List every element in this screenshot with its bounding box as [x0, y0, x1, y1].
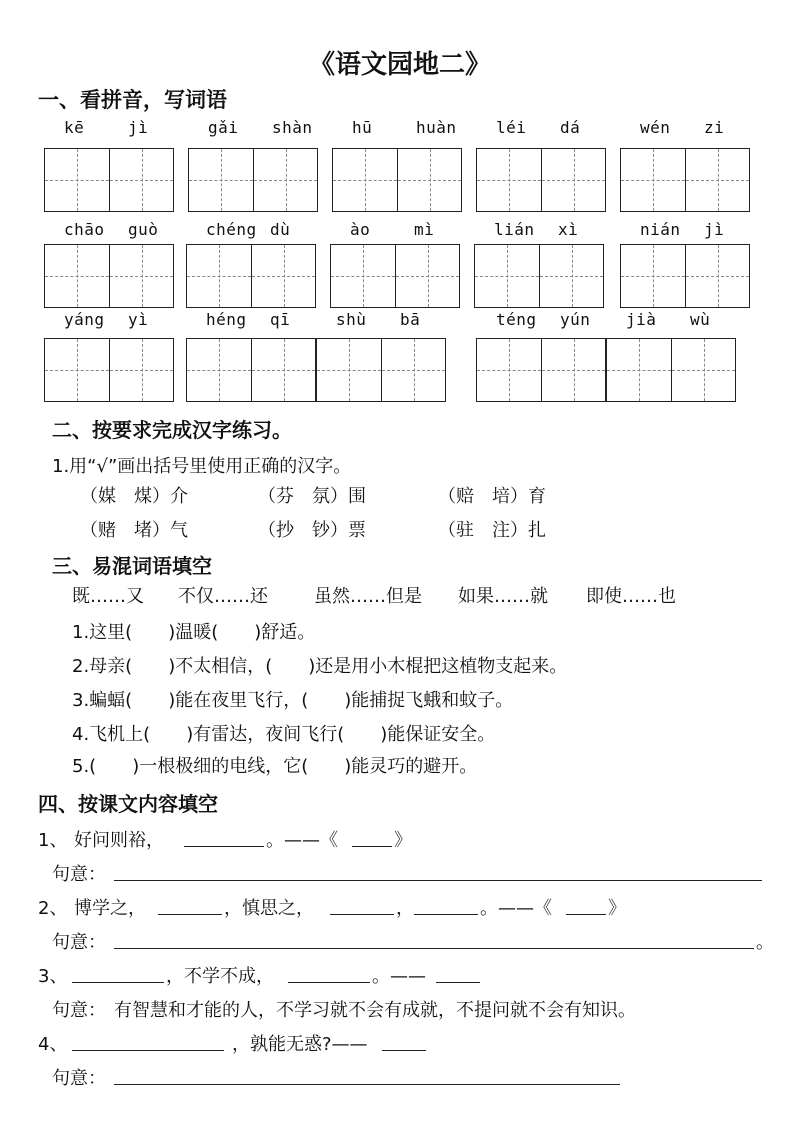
q3-text: ，不学不成，: [166, 966, 274, 987]
q2-line-end: 。: [756, 932, 774, 953]
section2-instruction: 1.用“√”画出括号里使用正确的汉字。: [52, 456, 352, 477]
tianzige-cell[interactable]: [381, 339, 445, 401]
tianzige-box-pair[interactable]: [44, 148, 174, 212]
q4-blank[interactable]: [72, 1050, 224, 1051]
q3-number: 3、: [38, 966, 68, 987]
page-title: 《语文园地二》: [308, 50, 491, 80]
tianzige-cell[interactable]: [189, 149, 253, 211]
q2-blank[interactable]: [414, 914, 478, 915]
tianzige-cell[interactable]: [187, 339, 251, 401]
q3-meaning: 有智慧和才能的人，不学习就不会有成就，不提问就不会有知识。: [114, 1000, 636, 1021]
word-option: 不仅……还: [178, 586, 268, 607]
pinyin-label: guò: [128, 220, 159, 239]
choice-item[interactable]: （赔 培）育: [438, 486, 546, 507]
tianzige-cell[interactable]: [477, 339, 541, 401]
meaning-label: 句意：: [52, 932, 106, 953]
tianzige-box-pair[interactable]: [476, 338, 606, 402]
choice-item[interactable]: （芬 氛）围: [258, 486, 366, 507]
pinyin-label: yáng: [64, 310, 105, 329]
tianzige-box-pair[interactable]: [476, 148, 606, 212]
tianzige-cell[interactable]: [475, 245, 539, 307]
tianzige-box-pair[interactable]: [316, 338, 446, 402]
pinyin-label: yì: [128, 310, 149, 329]
pinyin-label: héng: [206, 310, 247, 329]
tianzige-box-pair[interactable]: [186, 244, 316, 308]
q1-meaning-line[interactable]: [114, 880, 762, 881]
tianzige-cell[interactable]: [317, 339, 381, 401]
q2-text: ，: [396, 898, 414, 919]
pinyin-label: shàn: [272, 118, 313, 137]
q1-source-suffix: 》: [394, 830, 412, 851]
pinyin-label: shù: [336, 310, 367, 329]
section2-heading: 二、按要求完成汉字练习。: [52, 418, 292, 442]
q1-number: 1、: [38, 830, 68, 851]
q4-text: ，孰能无惑?——: [232, 1034, 368, 1055]
q2-blank[interactable]: [330, 914, 394, 915]
q2-source-suffix: 》: [608, 898, 626, 919]
pinyin-label: dù: [270, 220, 291, 239]
tianzige-cell[interactable]: [541, 149, 605, 211]
tianzige-cell[interactable]: [251, 245, 315, 307]
tianzige-cell[interactable]: [45, 149, 109, 211]
choice-item[interactable]: （媒 煤）介: [80, 486, 188, 507]
q4-meaning-line[interactable]: [114, 1084, 620, 1085]
tianzige-cell[interactable]: [621, 149, 685, 211]
section3-heading: 三、易混词语填空: [52, 554, 212, 578]
fill-item[interactable]: 4.飞机上( )有雷达，夜间飞行( )能保证安全。: [72, 724, 496, 745]
tianzige-cell[interactable]: [607, 339, 671, 401]
choice-item[interactable]: （赌 堵）气: [80, 520, 188, 541]
tianzige-cell[interactable]: [671, 339, 735, 401]
pinyin-label: nián: [640, 220, 681, 239]
tianzige-box-pair[interactable]: [330, 244, 460, 308]
pinyin-label: xì: [558, 220, 579, 239]
tianzige-cell[interactable]: [109, 245, 173, 307]
q3-blank[interactable]: [288, 982, 370, 983]
pinyin-label: chāo: [64, 220, 105, 239]
pinyin-label: jì: [704, 220, 725, 239]
tianzige-box-pair[interactable]: [606, 338, 736, 402]
section1-heading: 一、看拼音，写词语: [38, 88, 227, 112]
pinyin-label: ào: [350, 220, 371, 239]
tianzige-box-pair[interactable]: [44, 338, 174, 402]
tianzige-cell[interactable]: [331, 245, 395, 307]
tianzige-box-pair[interactable]: [620, 244, 750, 308]
pinyin-label: wù: [690, 310, 711, 329]
pinyin-label: dá: [560, 118, 581, 137]
choice-item[interactable]: （抄 钞）票: [258, 520, 366, 541]
pinyin-label: bā: [400, 310, 421, 329]
pinyin-label: wén: [640, 118, 671, 137]
tianzige-cell[interactable]: [621, 245, 685, 307]
tianzige-cell[interactable]: [395, 245, 459, 307]
tianzige-box-pair[interactable]: [620, 148, 750, 212]
tianzige-box-pair[interactable]: [474, 244, 604, 308]
pinyin-label: huàn: [416, 118, 457, 137]
pinyin-label: lián: [494, 220, 535, 239]
tianzige-box-pair[interactable]: [188, 148, 318, 212]
tianzige-box-pair[interactable]: [44, 244, 174, 308]
q3-source-prefix: 。——: [372, 966, 426, 987]
tianzige-cell[interactable]: [109, 149, 173, 211]
tianzige-cell[interactable]: [685, 245, 749, 307]
tianzige-cell[interactable]: [109, 339, 173, 401]
tianzige-cell[interactable]: [45, 339, 109, 401]
fill-item[interactable]: 3.蝙蝠( )能在夜里飞行，( )能捕捉飞蛾和蚊子。: [72, 690, 514, 711]
pinyin-label: kē: [64, 118, 85, 137]
q4-source-blank[interactable]: [382, 1050, 426, 1051]
fill-item[interactable]: 5.( )一根极细的电线，它( )能灵巧的避开。: [72, 756, 478, 777]
tianzige-cell[interactable]: [251, 339, 315, 401]
pinyin-label: gǎi: [208, 118, 239, 137]
pinyin-label: téng: [496, 310, 537, 329]
q2-text: 博学之，: [74, 898, 146, 919]
pinyin-label: jià: [626, 310, 657, 329]
tianzige-box-pair[interactable]: [186, 338, 316, 402]
q2-meaning-line[interactable]: [114, 948, 754, 949]
pinyin-label: jì: [128, 118, 149, 137]
tianzige-cell[interactable]: [541, 339, 605, 401]
pinyin-label: mì: [414, 220, 435, 239]
q1-text: 好问则裕，: [74, 830, 164, 851]
word-option: 虽然……但是: [314, 586, 422, 607]
tianzige-cell[interactable]: [187, 245, 251, 307]
tianzige-cell[interactable]: [477, 149, 541, 211]
meaning-label: 句意：: [52, 864, 106, 885]
word-option: 既……又: [72, 586, 144, 607]
q2-source-prefix: 。——《: [480, 898, 552, 919]
q1-source-prefix: 。——《: [266, 830, 338, 851]
meaning-label: 句意：: [52, 1068, 106, 1089]
meaning-label: 句意：: [52, 1000, 106, 1021]
q2-source-blank[interactable]: [566, 914, 606, 915]
tianzige-cell[interactable]: [397, 149, 461, 211]
pinyin-label: yún: [560, 310, 591, 329]
tianzige-cell[interactable]: [45, 245, 109, 307]
tianzige-cell[interactable]: [333, 149, 397, 211]
q2-blank[interactable]: [158, 914, 222, 915]
q2-number: 2、: [38, 898, 68, 919]
pinyin-label: léi: [496, 118, 527, 137]
pinyin-label: qī: [270, 310, 291, 329]
word-option: 如果……就: [458, 586, 548, 607]
fill-item[interactable]: 1.这里( )温暖( )舒适。: [72, 622, 316, 643]
tianzige-cell[interactable]: [253, 149, 317, 211]
tianzige-cell[interactable]: [685, 149, 749, 211]
choice-item[interactable]: （驻 注）扎: [438, 520, 546, 541]
q1-blank[interactable]: [184, 846, 264, 847]
q2-text: ，慎思之，: [224, 898, 314, 919]
q3-source-blank[interactable]: [436, 982, 480, 983]
tianzige-cell[interactable]: [539, 245, 603, 307]
q3-blank[interactable]: [72, 982, 164, 983]
tianzige-box-pair[interactable]: [332, 148, 462, 212]
pinyin-label: hū: [352, 118, 373, 137]
word-option: 即使……也: [586, 586, 676, 607]
q1-source-blank[interactable]: [352, 846, 392, 847]
pinyin-label: zi: [704, 118, 725, 137]
pinyin-label: chéng: [206, 220, 257, 239]
fill-item[interactable]: 2.母亲( )不太相信，( )还是用小木棍把这植物支起来。: [72, 656, 568, 677]
q4-number: 4、: [38, 1034, 68, 1055]
section4-heading: 四、按课文内容填空: [38, 792, 218, 816]
